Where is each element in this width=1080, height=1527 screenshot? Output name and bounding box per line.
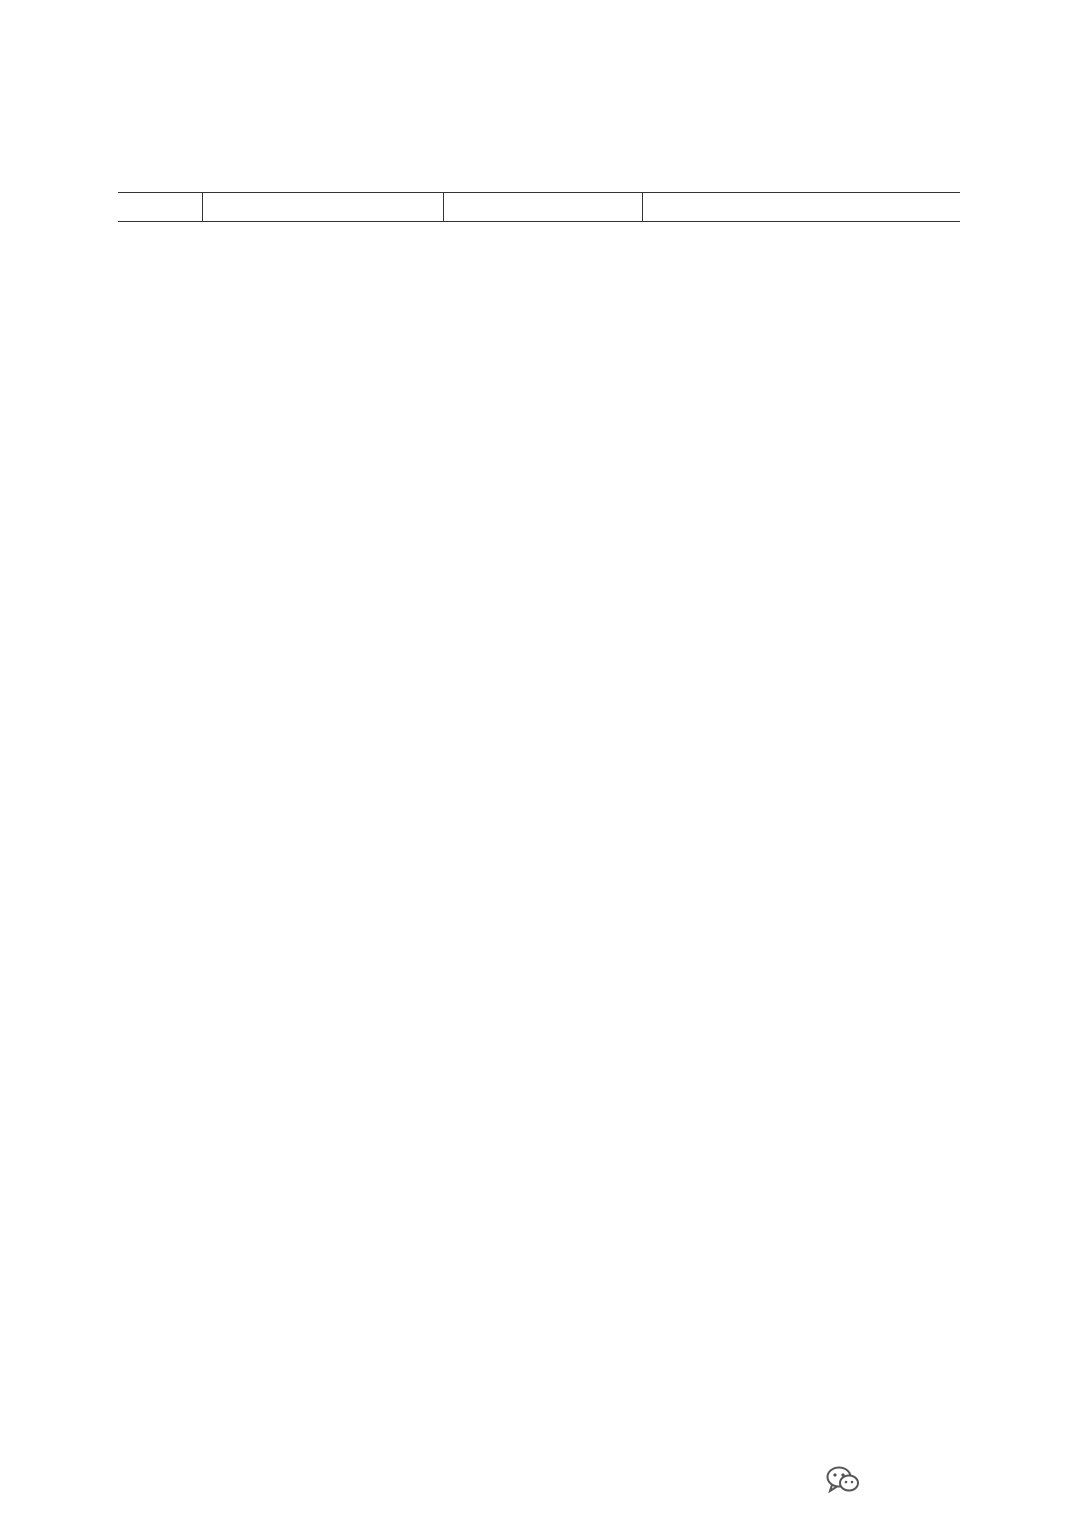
wechat-icon xyxy=(826,1465,860,1495)
watermark xyxy=(826,1460,868,1500)
header-cell xyxy=(118,193,203,222)
section-heading-3-1-4 xyxy=(130,100,952,131)
tolerance-table xyxy=(118,192,960,222)
header-cell xyxy=(203,193,444,222)
document-page xyxy=(130,100,952,253)
table-header-row xyxy=(118,193,960,222)
header-cell xyxy=(444,193,643,222)
section-heading-3-1-5 xyxy=(130,222,952,253)
header-cell xyxy=(643,193,961,222)
table-caption xyxy=(130,162,952,192)
subsection-3-1-4-1 xyxy=(130,131,952,162)
